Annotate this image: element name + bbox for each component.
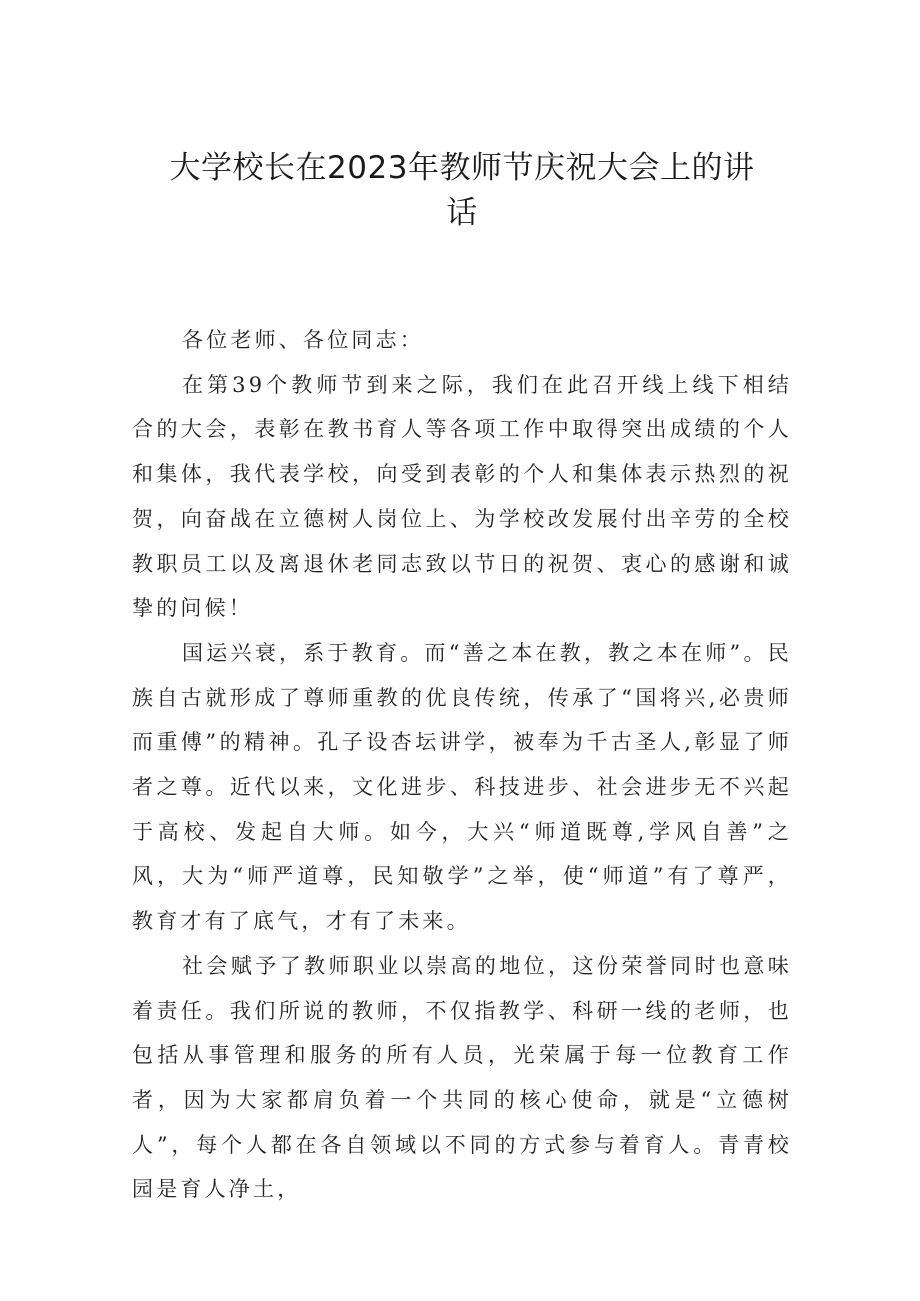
document-body [132,318,792,1212]
document-title [132,146,792,236]
body-paragraph: 在第39个教师节到来之际，我们在此召开线上线下相结合的大会，表彰在教书育人等各项工作中取得突出成绩的个人和集体，我代表学校，向受到表彰的个人和集体表示热烈的祝贺，向奋战在立德树人岗位上、为学校改发展付出辛劳的全校教职员工以及离退休老同志致以节日的祝贺、衷心的感谢和诚挚的问候！ [132,372,792,621]
title-line-1: 大学校长在2023年教师节庆祝大会上的讲 [169,150,755,186]
body-paragraph: 国运兴衰，系于教育。而“善之本在教，教之本在师”。民族自古就形成了尊师重教的优良传统，传承了“国将兴,必贵师而重傅”的精神。孔子设杏坛讲学，被奉为千古圣人,彰显了师者之尊。近代以来，文化进步、科技进步、社会进步无不兴起于高校、发起自大师。如今，大兴“师道既尊,学风自善”之风，大为“师严道尊，民知敬学”之举，使“师道”有了尊严，教育才有了底气，才有了未来。 [132,640,792,934]
salutation-paragraph: 各位老师、各位同志： [182,328,424,352]
body-paragraph: 社会赋予了教师职业以崇高的地位，这份荣誉同时也意味着责任。我们所说的教师，不仅指教学、科研一线的老师，也包括从事管理和服务的所有人员，光荣属于每一位教育工作者，因为大家都肩负着一个共同的核心使命，就是“立德树人”，每个人都在各自领域以不同的方式参与着育人。青青校园是育人净土， [132,953,792,1202]
title-line-2: 话 [446,195,478,231]
